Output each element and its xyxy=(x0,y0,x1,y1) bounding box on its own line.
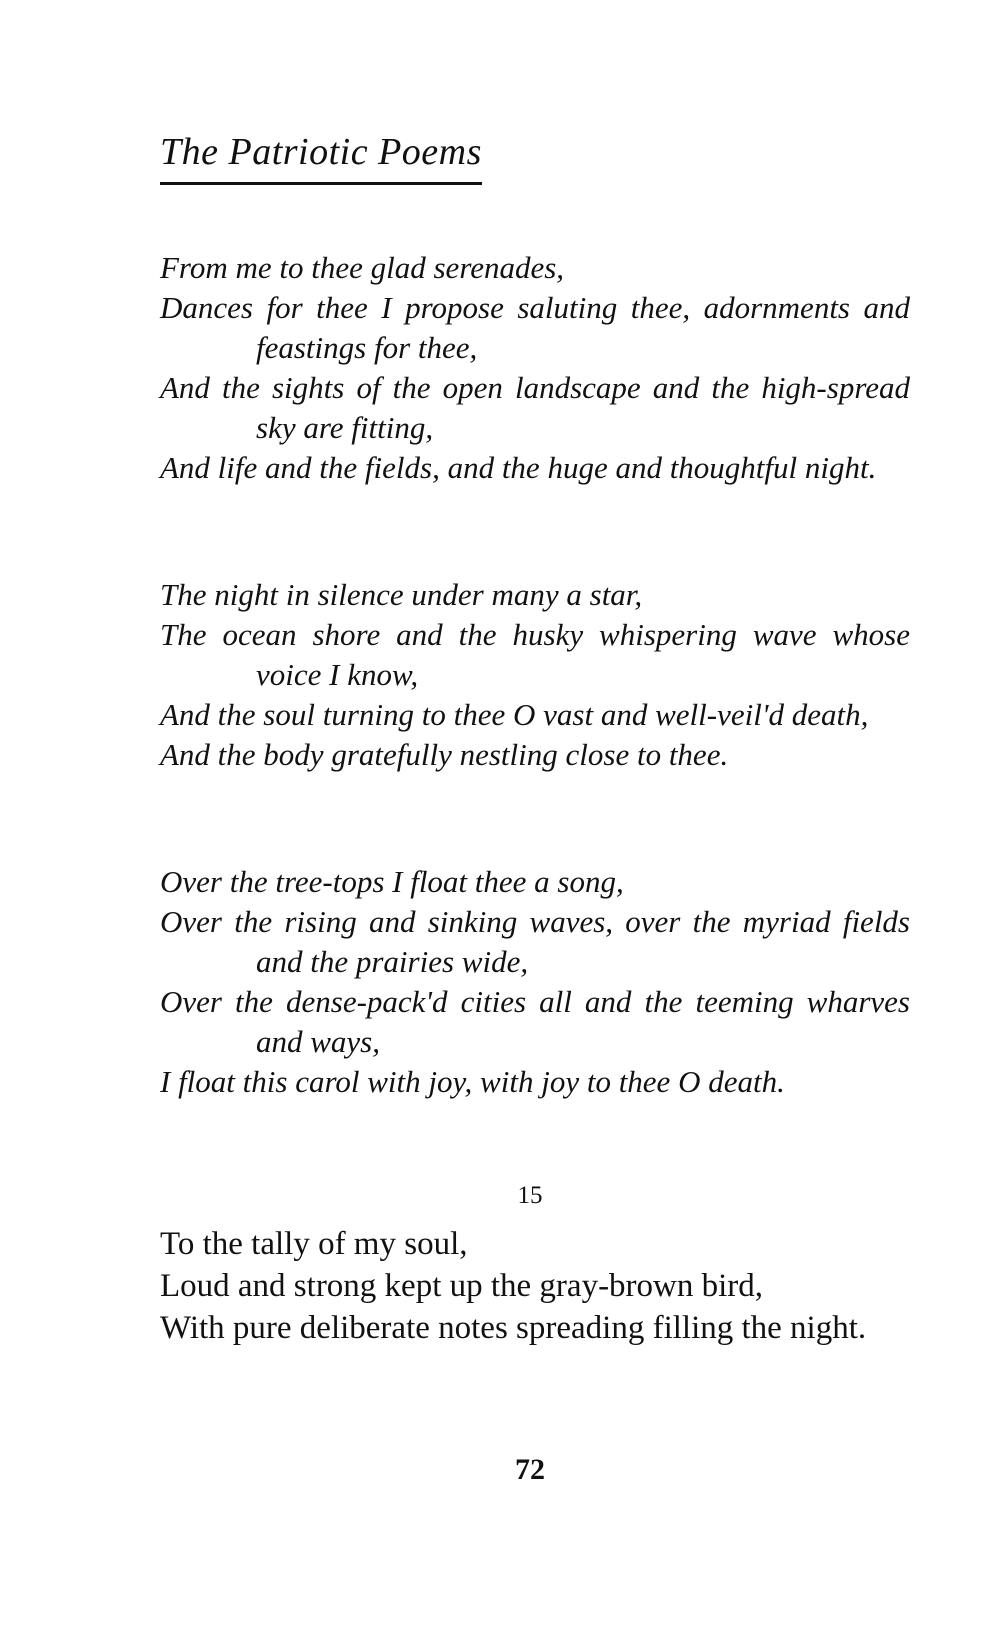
poem-line: From me to thee glad serenades, xyxy=(160,250,565,285)
poem-line: I float this carol with joy, with joy to thee O death. xyxy=(160,1064,785,1099)
poem-line: Over the tree-tops I float thee a song, xyxy=(160,864,624,899)
poem-line: And the sights of the open landscape and the high-spread sky are fitting, xyxy=(160,370,910,445)
poem-line: To the tally of my soul, xyxy=(160,1226,468,1262)
poem-line: Over the dense-pack'd cities all and the teeming wharves and ways, xyxy=(160,984,910,1059)
page-number: 72 xyxy=(515,1453,545,1486)
section-stanza xyxy=(160,1223,910,1349)
stanza xyxy=(160,575,910,775)
poem-line: The night in silence under many a star, xyxy=(160,577,643,612)
poem-line: And life and the fields, and the huge and thoughtful night. xyxy=(160,450,877,485)
stanza xyxy=(160,248,910,488)
poem-line: Loud and strong kept up the gray-brown bird, xyxy=(160,1268,764,1304)
stanza xyxy=(160,862,910,1102)
poem-line: Over the rising and sinking waves, over the myriad fields and the prairies wide, xyxy=(160,904,910,979)
poem-line: And the body gratefully nestling close to thee. xyxy=(160,737,729,772)
running-head: The Patriotic Poems xyxy=(160,128,482,185)
poem-line: Dances for thee I propose saluting thee, adornments and feastings for thee, xyxy=(160,290,910,365)
poem-line: The ocean shore and the husky whispering wave whose voice I know, xyxy=(160,617,910,692)
poem-line: And the soul turning to thee O vast and well-veil'd death, xyxy=(160,697,869,732)
poem-line: With pure deliberate notes spreading filling the night. xyxy=(160,1310,867,1346)
section-number: 15 xyxy=(517,1182,543,1209)
